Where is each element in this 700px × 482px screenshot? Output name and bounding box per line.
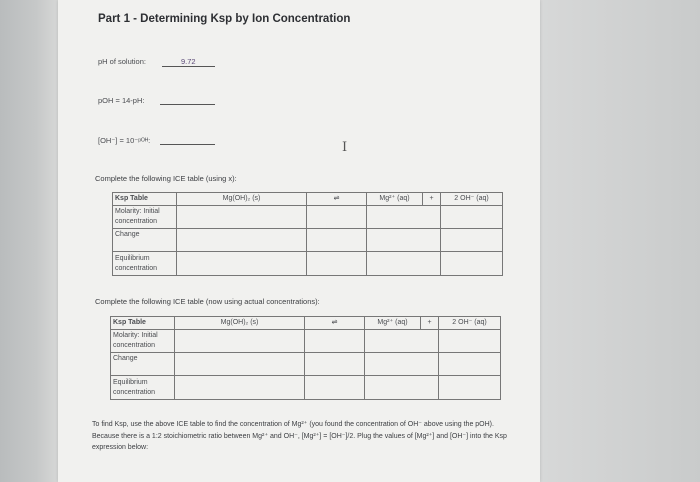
ice1-hdr-oh-ion: 2 OH⁻ (aq) <box>441 193 503 206</box>
poh-label: pOH = 14-pH: <box>98 96 145 105</box>
ice2-cell[interactable] <box>175 330 305 353</box>
ice1-hdr-ksp: Ksp Table <box>113 193 177 206</box>
ice2-cell[interactable] <box>305 376 365 400</box>
ice2-hdr-equilibrium-arrow: ⇌ <box>305 317 365 330</box>
ice1-row-change <box>113 229 503 252</box>
ice1-cell[interactable] <box>367 206 441 229</box>
poh-answer-line[interactable] <box>160 104 215 105</box>
ice1-cell[interactable] <box>367 229 441 252</box>
ice1-cell[interactable] <box>307 229 367 252</box>
ice-table-1 <box>112 192 503 276</box>
ice2-cell[interactable] <box>175 353 305 376</box>
ice2-hdr-mg-ion: Mg²⁺ (aq) <box>365 317 421 330</box>
ice2-cell[interactable] <box>365 376 439 400</box>
ice2-cell[interactable] <box>439 376 501 400</box>
ice1-cell[interactable] <box>307 252 367 276</box>
ice2-hdr-ksp: Ksp Table <box>111 317 175 330</box>
page-title: Part 1 - Determining Ksp by Ion Concentration <box>98 13 351 25</box>
ice1-header-row <box>113 193 503 206</box>
ice1-cell[interactable] <box>441 206 503 229</box>
ice2-cell[interactable] <box>365 330 439 353</box>
ice2-cell[interactable] <box>175 376 305 400</box>
ice1-row-equilibrium <box>113 252 503 276</box>
ice2-row-change <box>111 353 501 376</box>
ice1-cell[interactable] <box>367 252 441 276</box>
ice2-header-row <box>111 317 501 330</box>
ice1-instruction: Complete the following ICE table (using x): <box>95 174 237 183</box>
ice1-hdr-plus: + <box>423 193 441 206</box>
ice-table-2 <box>110 316 501 400</box>
ice2-label-initial: Molarity: Initial concentration <box>111 330 175 353</box>
ice1-cell[interactable] <box>177 229 307 252</box>
ice1-hdr-equilibrium-arrow: ⇌ <box>307 193 367 206</box>
ice2-hdr-reactant: Mg(OH)₂ (s) <box>175 317 305 330</box>
ice1-row-initial <box>113 206 503 229</box>
ice1-label-equilibrium: Equilibrium concentration <box>113 252 177 276</box>
background-left <box>0 0 60 482</box>
text-cursor-icon: I <box>342 140 348 155</box>
ice2-hdr-plus: + <box>421 317 439 330</box>
ice1-cell[interactable] <box>177 206 307 229</box>
ph-label: pH of solution: <box>98 57 146 66</box>
ice1-hdr-mg-ion: Mg²⁺ (aq) <box>367 193 423 206</box>
ice1-cell[interactable] <box>441 252 503 276</box>
ice1-hdr-reactant: Mg(OH)₂ (s) <box>177 193 307 206</box>
ice1-cell[interactable] <box>177 252 307 276</box>
ice2-cell[interactable] <box>305 353 365 376</box>
ph-value: 9.72 <box>181 57 196 66</box>
ice2-cell[interactable] <box>439 353 501 376</box>
ice2-row-initial <box>111 330 501 353</box>
ice2-label-equilibrium: Equilibrium concentration <box>111 376 175 400</box>
ice2-row-equilibrium <box>111 376 501 400</box>
ice1-cell[interactable] <box>307 206 367 229</box>
ph-answer-line[interactable] <box>162 66 215 67</box>
document-page <box>58 0 540 482</box>
closing-instruction: To find Ksp, use the above ICE table to find the concentration of Mg²⁺ (you found the concentration of OH⁻ above using the pOH). Because there is a 1:2 stoichiometric ratio between Mg²⁺ and OH⁻, [Mg²⁺] = [OH⁻]/2. Plug the values of [Mg²⁺] and [OH⁻] into the Ksp expression below: <box>92 421 507 451</box>
oh-label: [OH⁻] = 10⁻ᵖᴼᴴ: <box>98 136 151 145</box>
ice2-cell[interactable] <box>365 353 439 376</box>
ice1-cell[interactable] <box>441 229 503 252</box>
ice2-hdr-oh-ion: 2 OH⁻ (aq) <box>439 317 501 330</box>
ice1-label-initial: Molarity: Initial concentration <box>113 206 177 229</box>
ice2-cell[interactable] <box>305 330 365 353</box>
ice2-instruction: Complete the following ICE table (now using actual concentrations): <box>95 297 320 306</box>
background-right <box>540 0 700 482</box>
ice2-label-change: Change <box>111 353 175 376</box>
ice1-label-change: Change <box>113 229 177 252</box>
ice2-cell[interactable] <box>439 330 501 353</box>
oh-answer-line[interactable] <box>160 144 215 145</box>
